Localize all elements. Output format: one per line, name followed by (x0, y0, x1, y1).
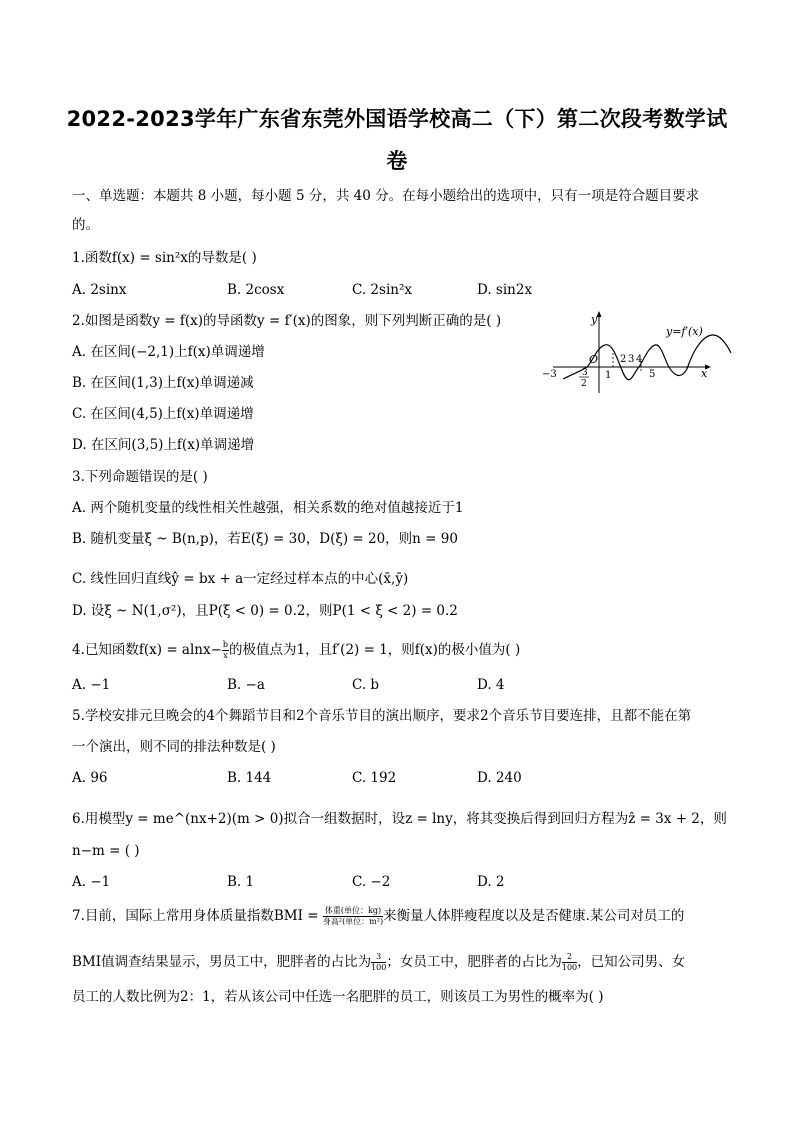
question-2-option-b: B. 在区间(1,3)上f(x)单调递减 (72, 375, 254, 391)
male-obese-fraction (371, 952, 386, 973)
female-obese-num: 2 (562, 952, 577, 963)
question-4-option-a: A. −1 (72, 677, 111, 693)
question-3-option-c: C. 线性回归直线ŷ = bx + a一定经过样本点的中心(x̄,ȳ) (72, 571, 409, 587)
question-2-option-a: A. 在区间(−2,1)上f(x)单调递增 (72, 344, 265, 360)
question-1-option-a: A. 2sinx (72, 282, 127, 298)
question-1-option-b: B. 2cosx (227, 282, 285, 298)
question-3-stem: 3.下列命题错误的是( ) (72, 469, 208, 485)
question-6-stem-line1: 6.用模型y = me^(nx+2)(m > 0)拟合一组数据时，设z = lny，将其变换后得到回归方程为ẑ = 3x + 2，则 (72, 811, 727, 827)
question-5-option-a: A. 96 (72, 770, 108, 786)
question-5-option-c: C. 192 (352, 770, 397, 786)
bmi-fraction-num: 体重(单位：kg) (323, 906, 383, 917)
x-axis-label: x (701, 367, 708, 380)
question-6-option-d: D. 2 (477, 874, 505, 890)
question-4-stem (72, 640, 520, 661)
question-3-option-b: B. 随机变量ξ ~ B(n,p)，若E(ξ) = 30，D(ξ) = 20，则n = 90 (72, 531, 458, 547)
bmi-fraction-den: 身高²(单位：m²) (322, 917, 384, 926)
question-4-option-c: C. b (352, 677, 380, 693)
tick-label-1: 1 (605, 370, 612, 381)
question-4-fraction-den: x (223, 651, 228, 660)
curve-label: y=f′(x) (666, 325, 703, 338)
question-4-fraction-num: b (222, 640, 229, 649)
female-obese-fraction (562, 952, 577, 973)
question-4-fraction (222, 640, 229, 661)
question-4-stem-part1: 4.已知函数f(x) = alnx− (72, 642, 222, 658)
question-7-part-e: ，已知公司男、女 (577, 954, 686, 970)
question-4-option-d: D. 4 (477, 677, 505, 693)
question-2-option-c: C. 在区间(4,5)上f(x)单调递增 (72, 406, 254, 422)
question-3-option-a: A. 两个随机变量的线性相关性越强，相关系数的绝对值越接近于1 (72, 500, 464, 516)
exam-title-line1: 2022-2023学年广东省东莞外国语学校高二（下）第二次段考数学试 (66, 107, 728, 131)
question-5-stem-line1: 5.学校安排元旦晚会的4个舞蹈节目和2个音乐节目的演出顺序，要求2个音乐节目要连排，且都不能在第 (72, 708, 692, 724)
question-7-stem-line2 (72, 952, 685, 973)
male-obese-den: 100 (371, 963, 387, 972)
question-7-part-c: BMI值调查结果显示，男员工中，肥胖者的占比为 (72, 954, 372, 970)
question-2-option-d: D. 在区间(3,5)上f(x)单调递增 (72, 437, 255, 453)
y-axis-label: y (591, 313, 598, 326)
section-instructions-line2: 的。 (72, 217, 99, 233)
tick-label-neg3-2-den: 2 (581, 379, 587, 389)
tick-label-neg3-2-num: 3 (582, 368, 588, 378)
question-3-option-d: D. 设ξ ~ N(1,σ²)，且P(ξ < 0) = 0.2，则P(1 < ξ < 2) = 0.2 (72, 603, 458, 619)
question-5-option-d: D. 240 (477, 770, 522, 786)
question-1-stem: 1.函数f(x) = sin²x的导数是( ) (72, 250, 257, 266)
question-6-option-b: B. 1 (227, 874, 255, 890)
question-5-stem-line2: 一个演出，则不同的排法种数是( ) (72, 739, 276, 755)
tick-label-4: 4 (636, 354, 643, 365)
section-instructions-line1: 一、单选题：本题共 8 小题，每小题 5 分，共 40 分。在每小题给出的选项中，只有一项是符合题目要求 (72, 188, 700, 204)
tick-label-2: 2 (620, 354, 627, 365)
question-7-part-a: 7.目前，国际上常用身体质量指数BMI = (72, 908, 323, 924)
question-4-stem-part2: 的极值点为1，且f′(2) = 1，则f(x)的极小值为( ) (229, 642, 521, 658)
origin-label: O (589, 353, 599, 366)
question-1-option-c: C. 2sin²x (352, 282, 412, 298)
question-6-option-a: A. −1 (72, 874, 111, 890)
question-6-stem-line2: n−m = ( ) (72, 843, 140, 859)
question-5-option-b: B. 144 (227, 770, 272, 786)
tick-label-neg3: −3 (542, 369, 557, 380)
exam-title-line2: 卷 (386, 149, 408, 173)
tick-label-5: 5 (649, 369, 656, 380)
question-6-option-c: C. −2 (352, 874, 391, 890)
question-4-option-b: B. −a (227, 677, 265, 693)
female-obese-den: 100 (561, 963, 578, 972)
bmi-fraction (323, 906, 383, 927)
question-7-part-b: 来衡量人体胖瘦程度以及是否健康.某公司对员工的 (383, 908, 685, 924)
question-7-part-d: ；女员工中，肥胖者的占比为 (386, 954, 562, 970)
derivative-graph-figure (535, 305, 735, 395)
tick-label-3: 3 (628, 354, 635, 365)
y-axis-arrow (597, 311, 602, 317)
question-7-stem-line1 (72, 906, 684, 927)
question-1-option-d: D. sin2x (477, 282, 533, 298)
male-obese-num: 3 (371, 952, 386, 963)
question-7-stem-line3: 员工的人数比例为2：1，若从该公司中任选一名肥胖的员工，则该员工为男性的概率为( ) (72, 989, 604, 1005)
question-2-stem: 2.如图是函数y = f(x)的导函数y = f′(x)的图象，则下列判断正确的是( ) (72, 313, 502, 329)
